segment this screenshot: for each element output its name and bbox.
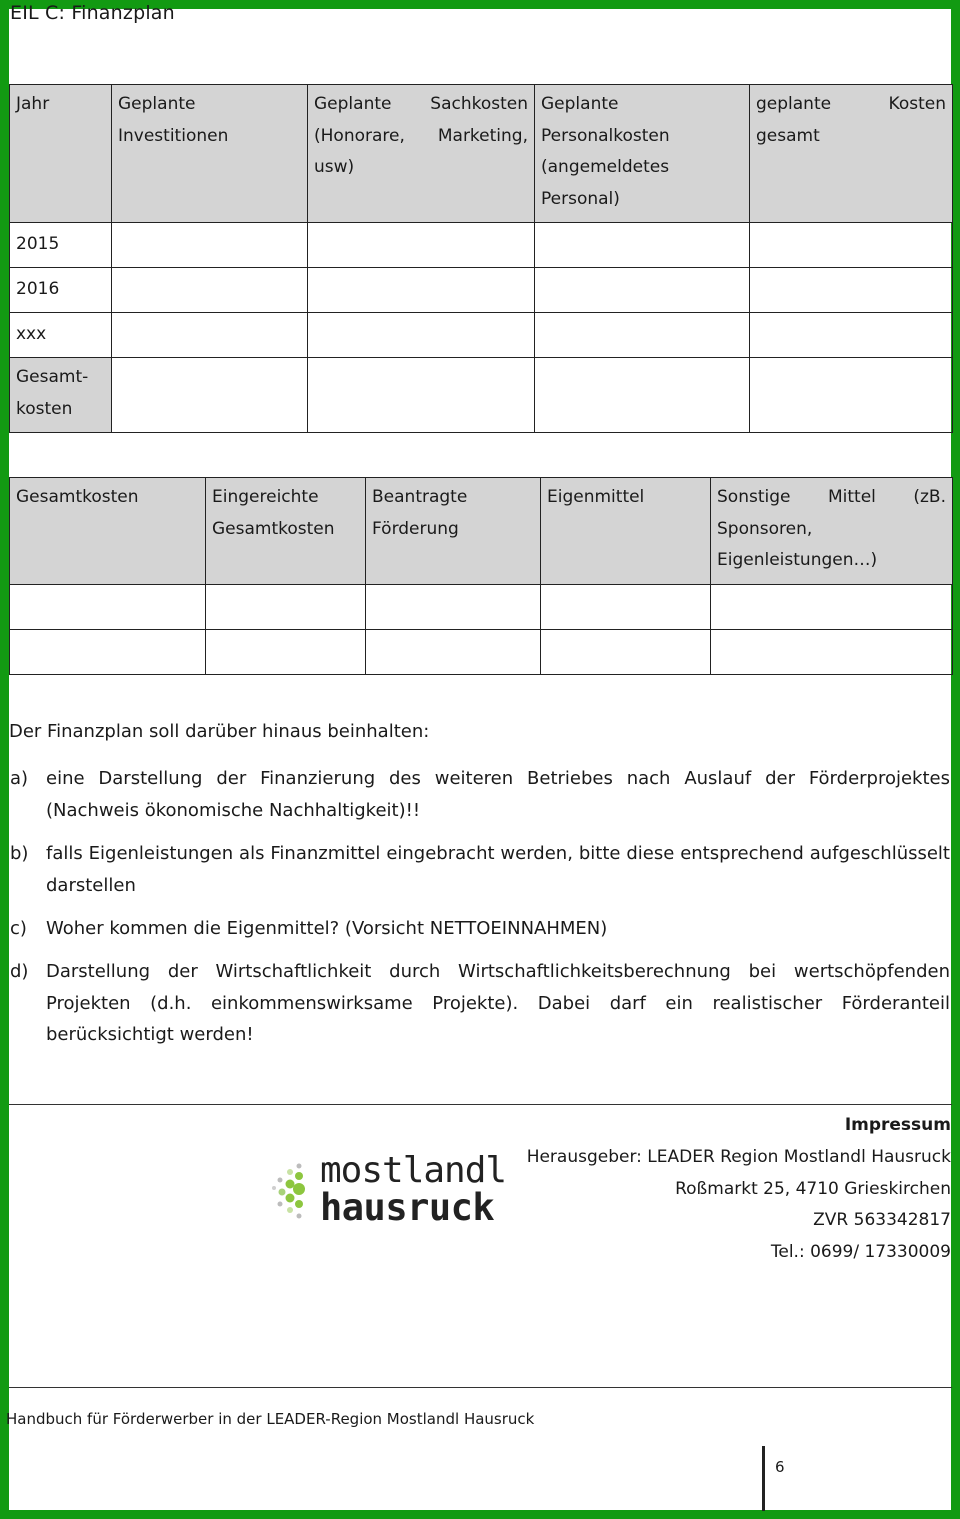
table-cell[interactable]	[750, 358, 953, 433]
table-cell[interactable]	[112, 313, 308, 358]
table-cell[interactable]	[535, 313, 750, 358]
table-cell[interactable]	[10, 585, 206, 630]
table-cell[interactable]	[308, 268, 535, 313]
funding-table	[9, 477, 953, 675]
header-other-funds: Sonstige Mittel (zB. Sponsoren, Eigenleistungen…)	[711, 478, 953, 585]
table-cell[interactable]	[206, 630, 366, 675]
list-item-label: d)	[10, 961, 29, 982]
list-item	[10, 763, 950, 826]
row-label: xxx	[10, 313, 112, 358]
table-cell[interactable]	[112, 358, 308, 433]
list-item-text: eine Darstellung der Finanzierung des weiteren Betriebes nach Auslauf der Förderprojektes (Nachweis ökonomische Nachhaltigkeit)!!	[46, 768, 950, 821]
table-cell[interactable]	[711, 630, 953, 675]
table-cell[interactable]	[750, 313, 953, 358]
list-item-label: c)	[10, 918, 27, 939]
table-cell[interactable]	[711, 585, 953, 630]
table-header-row	[10, 478, 953, 585]
table-row-total	[10, 358, 953, 433]
logo-text-line2: hausruck	[320, 1186, 495, 1229]
list-item-text: Darstellung der Wirtschaftlichkeit durch Wirtschaftlichkeitsberechnung bei wertschöpfenden Projekten (d.h. einkommenswirksame Projekte). Dabei darf ein realistischer Förderanteil berücksichtigt werden!	[46, 961, 950, 1045]
list-item	[10, 956, 950, 1051]
table-header-row	[10, 85, 953, 223]
logo-text-line1: mostlandl	[320, 1150, 507, 1191]
table-cell[interactable]	[308, 313, 535, 358]
impressum-line: Herausgeber: LEADER Region Mostlandl Hausruck	[526, 1147, 951, 1167]
list-item	[10, 838, 950, 901]
table-cell[interactable]	[535, 223, 750, 268]
footer-divider	[9, 1387, 952, 1388]
list-item-label: a)	[10, 768, 29, 789]
costs-table	[9, 84, 953, 433]
header-material-costs: Geplante Sachkosten (Honorare, Marketing, usw)	[308, 85, 535, 223]
table-cell[interactable]	[366, 630, 541, 675]
header-total-costs: geplante Kosten gesamt	[750, 85, 953, 223]
table-cell[interactable]	[366, 585, 541, 630]
table-cell[interactable]	[10, 630, 206, 675]
header-investments: Geplante Investitionen	[112, 85, 308, 223]
row-label: 2016	[10, 268, 112, 313]
list-item-text: falls Eigenleistungen als Finanzmittel eingebracht werden, bitte diese entsprechend aufgeschlüsselt darstellen	[46, 843, 950, 896]
logo-dots-icon	[268, 1156, 318, 1236]
table-cell[interactable]	[112, 268, 308, 313]
row-label: Gesamt-kosten	[10, 358, 112, 433]
table-row	[10, 630, 953, 675]
list-item	[10, 913, 950, 945]
table-cell[interactable]	[206, 585, 366, 630]
list-item-text: Woher kommen die Eigenmittel? (Vorsicht NETTOEINNAHMEN)	[46, 918, 608, 939]
list-item-label: b)	[10, 843, 29, 864]
table-row	[10, 223, 953, 268]
table-cell[interactable]	[541, 585, 711, 630]
header-requested-funding: Beantragte Förderung	[366, 478, 541, 585]
table-row	[10, 585, 953, 630]
table-cell[interactable]	[541, 630, 711, 675]
header-personnel-costs: Geplante Personalkosten (angemeldetes Personal)	[535, 85, 750, 223]
page-number-divider	[762, 1446, 765, 1511]
impressum-title: Impressum	[844, 1115, 951, 1135]
table-cell[interactable]	[308, 358, 535, 433]
header-own-funds: Eigenmittel	[541, 478, 711, 585]
row-label: 2015	[10, 223, 112, 268]
header-year: Jahr	[10, 85, 112, 223]
footer-text: Handbuch für Förderwerber in der LEADER-Region Mostlandl Hausruck	[6, 1410, 535, 1428]
section-heading: EIL C: Finanzplan	[10, 2, 175, 24]
page-number: 6	[775, 1458, 785, 1476]
table-cell[interactable]	[535, 268, 750, 313]
table-cell[interactable]	[750, 268, 953, 313]
table-row	[10, 268, 953, 313]
table-cell[interactable]	[308, 223, 535, 268]
header-submitted-costs: Eingereichte Gesamtkosten	[206, 478, 366, 585]
impressum-line: Tel.: 0699/ 17330009	[770, 1242, 951, 1262]
table-cell[interactable]	[535, 358, 750, 433]
table-cell[interactable]	[750, 223, 953, 268]
divider	[9, 1104, 952, 1105]
table-cell[interactable]	[112, 223, 308, 268]
table-row	[10, 313, 953, 358]
header-total-costs: Gesamtkosten	[10, 478, 206, 585]
impressum-line: ZVR 563342817	[813, 1210, 951, 1230]
intro-text: Der Finanzplan soll darüber hinaus beinhalten:	[9, 721, 430, 742]
mostlandl-logo	[268, 1150, 508, 1230]
impressum-line: Roßmarkt 25, 4710 Grieskirchen	[675, 1179, 951, 1199]
